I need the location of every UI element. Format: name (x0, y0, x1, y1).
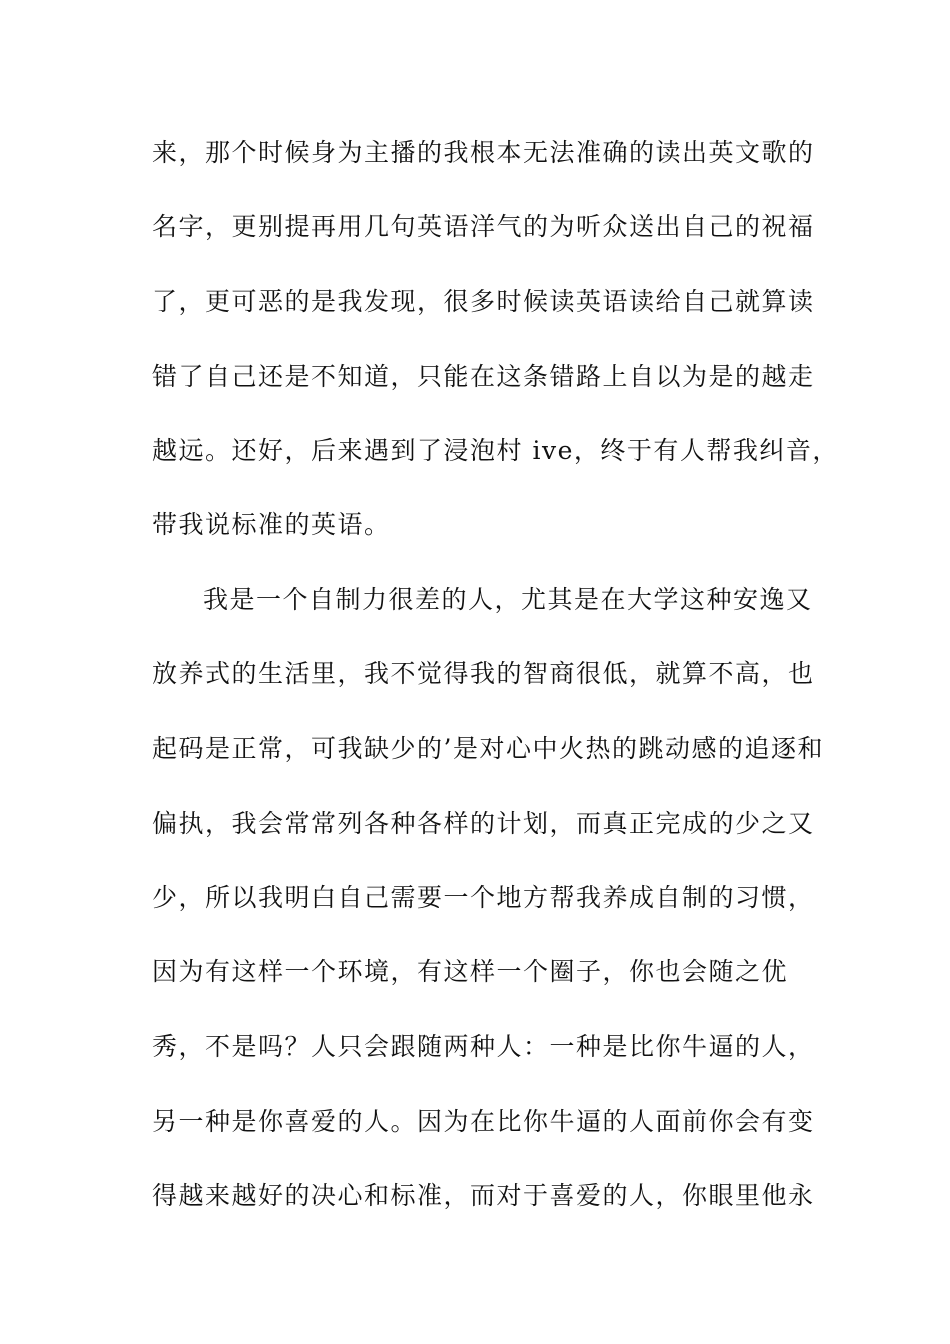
text-line: 了，更可恶的是我发现，很多时候读英语读给自己就算读 (152, 287, 815, 316)
text-line: 越远。还好，后来遇到了浸泡村 ive，终于有人帮我纠音， (152, 436, 839, 465)
text-line: 因为有这样一个环境，有这样一个圈子，你也会随之优 (152, 957, 789, 986)
text-line: 另一种是你喜爱的人。因为在比你牛逼的人面前你会有变 (152, 1107, 815, 1136)
text-line: 带我说标准的英语。 (152, 510, 391, 539)
paragraph-first-line: 我是一个自制力很差的人，尤其是在大学这种安逸又 (203, 585, 813, 614)
text-line: 放养式的生活里，我不觉得我的智商很低，就算不高，也 (152, 659, 815, 688)
text-line: 错了自己还是不知道，只能在这条错路上自以为是的越走 (152, 362, 815, 391)
text-line: 来，那个时候身为主播的我根本无法准确的读出英文歌的 (152, 138, 815, 167)
text-line: 偏执，我会常常列各种各样的计划，而真正完成的少之又 (152, 809, 815, 838)
text-line: 起码是正常，可我缺少的’是对心中火热的跳动感的追逐和 (152, 734, 824, 763)
text-line: 名字，更别提再用几句英语洋气的为听众送出自己的祝福 (152, 212, 815, 241)
text-line: 秀，不是吗？人只会跟随两种人：一种是比你牛逼的人， (152, 1032, 815, 1061)
text-line: 少，所以我明白自己需要一个地方帮我养成自制的习惯， (152, 883, 815, 912)
text-line: 得越来越好的决心和标准，而对于喜爱的人，你眼里他永 (152, 1181, 815, 1210)
